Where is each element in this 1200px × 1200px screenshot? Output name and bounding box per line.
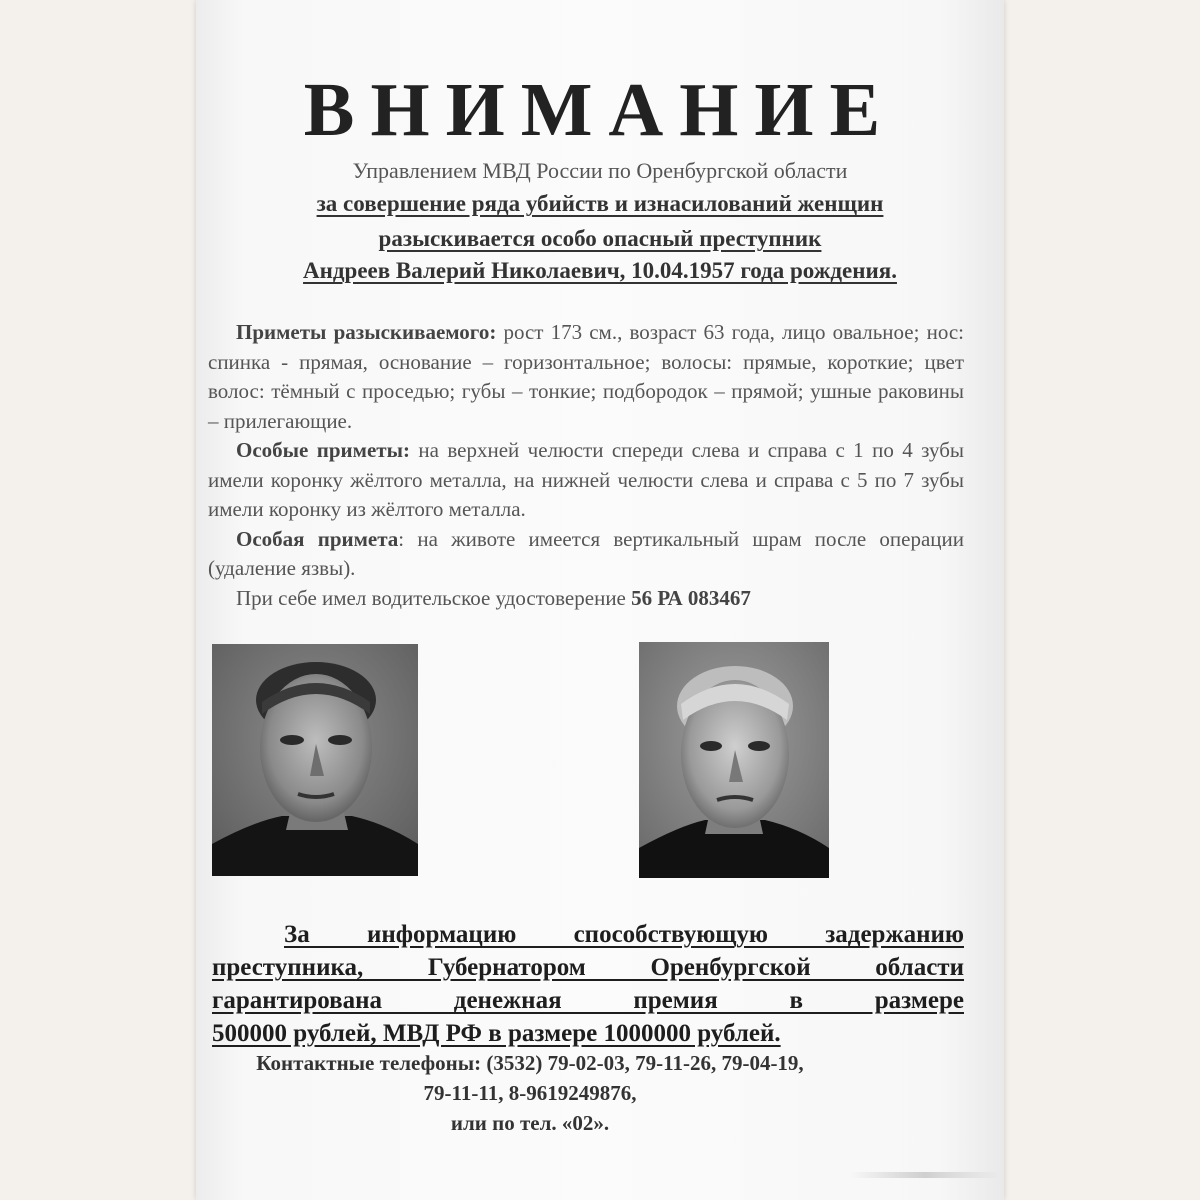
reward-notice [212,918,964,1050]
license-paragraph [208,584,964,614]
poster-title: ВНИМАНИЕ [303,68,897,152]
headline-line-1: за совершение ряда убийств и изнасилований женщин [316,191,884,216]
reward-line-4: 500000 рублей, МВД РФ в размере 1000000 рублей. [212,1020,781,1047]
features-paragraph [208,318,964,436]
contacts-line-2: 79-11-11, 8-9619249876, [423,1081,637,1105]
mark-text: : на животе имеется вертикальный шрам после операции (удаление язвы). [208,526,964,580]
scan-smudge [850,1172,1000,1178]
reward-line-1: За информацию способствующую задержанию [284,921,964,948]
suspect-photo-2 [639,642,829,878]
special-text: на верхней челюсти спереди слева и справа с 1 по 4 зубы имели коронку жёлтого металла, на нижней челюсти слева и справа с 5 по 7 зубы имели коронку из жёлтого металла. [208,438,964,521]
features-text: рост 173 см., возраст 63 года, лицо овальное; нос: спинка - прямая, основание – горизонтальное; волосы: прямые, короткие; цвет волос: тёмный с проседью; губы – тонкие; подбородок – прямой; ушные раковины – прилегающие. [208,320,964,433]
contacts-line-1: Контактные телефоны: (3532) 79-02-03, 79-11-26, 79-04-19, [256,1051,804,1075]
agency-line: Управлением МВД России по Оренбургской области [352,158,848,183]
contacts-line-3: или по тел. «02». [450,1111,610,1135]
mark-label: Особая примета [236,526,399,551]
special-mark-paragraph [208,525,964,584]
suspect-photo-1 [212,644,418,876]
reward-line-3: гарантирована денежная премия в размере [212,987,964,1014]
special-label: Особые приметы: [236,438,410,462]
portrait-image [212,644,418,876]
license-number: 56 РА 083467 [631,585,751,610]
contact-phones [0,1048,1200,1138]
license-text: При себе имел водительское удостоверение [236,585,626,610]
portrait-image [639,642,829,878]
suspect-description [208,318,964,613]
headline-line-2: разыскивается особо опасный преступник [378,226,822,251]
headline-line-3: Андреев Валерий Николаевич, 10.04.1957 года рождения. [303,258,897,283]
features-label: Приметы разыскиваемого: [236,320,497,344]
special-features-paragraph [208,436,964,525]
reward-line-2: преступника, Губернатором Оренбургской области [212,954,964,981]
